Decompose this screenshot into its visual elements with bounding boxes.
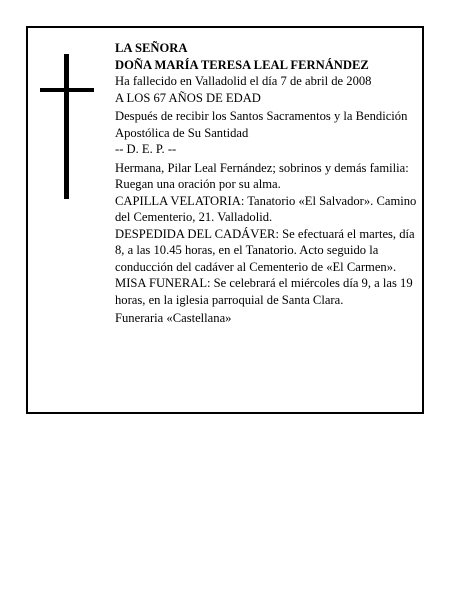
- chapel-info: CAPILLA VELATORIA: Tanatorio «El Salvador». Camino del Cementerio, 21. Valladolid.: [115, 193, 417, 224]
- cross-vertical-bar: [64, 54, 69, 199]
- obituary-notice: [26, 26, 424, 414]
- notice-text: [115, 40, 423, 327]
- farewell-info: DESPEDIDA DEL CADÁVER: Se efectuará el martes, día 8, a las 10.45 horas, en el Tanatorio. Acto seguido la conducción del cadáver al Cementerio de «El Carmen».: [115, 226, 415, 274]
- deceased-name: DOÑA MARÍA TERESA LEAL FERNÁNDEZ: [115, 57, 369, 72]
- sacraments-text: Después de recibir los Santos Sacramentos y la Bendición Apostólica de Su Santidad: [115, 109, 408, 140]
- death-info: Ha fallecido en Valladolid el día 7 de abril de 2008: [115, 74, 372, 88]
- prayer-request: Ruegan una oración por su alma.: [115, 177, 281, 191]
- family-text: Hermana, Pilar Leal Fernández; sobrinos y demás familia:: [115, 160, 409, 175]
- cross-horizontal-bar: [40, 88, 94, 92]
- rip-text: -- D. E. P. --: [115, 142, 177, 156]
- notice-title-line-1: LA SEÑORA: [115, 41, 188, 55]
- funeral-mass-info: MISA FUNERAL: Se celebrará el miércoles día 9, a las 19 horas, en la iglesia parroquial de Santa Clara.: [115, 276, 413, 307]
- age-at-death: A LOS 67 AÑOS DE EDAD: [115, 90, 261, 105]
- funeral-home: Funeraria «Castellana»: [115, 311, 232, 325]
